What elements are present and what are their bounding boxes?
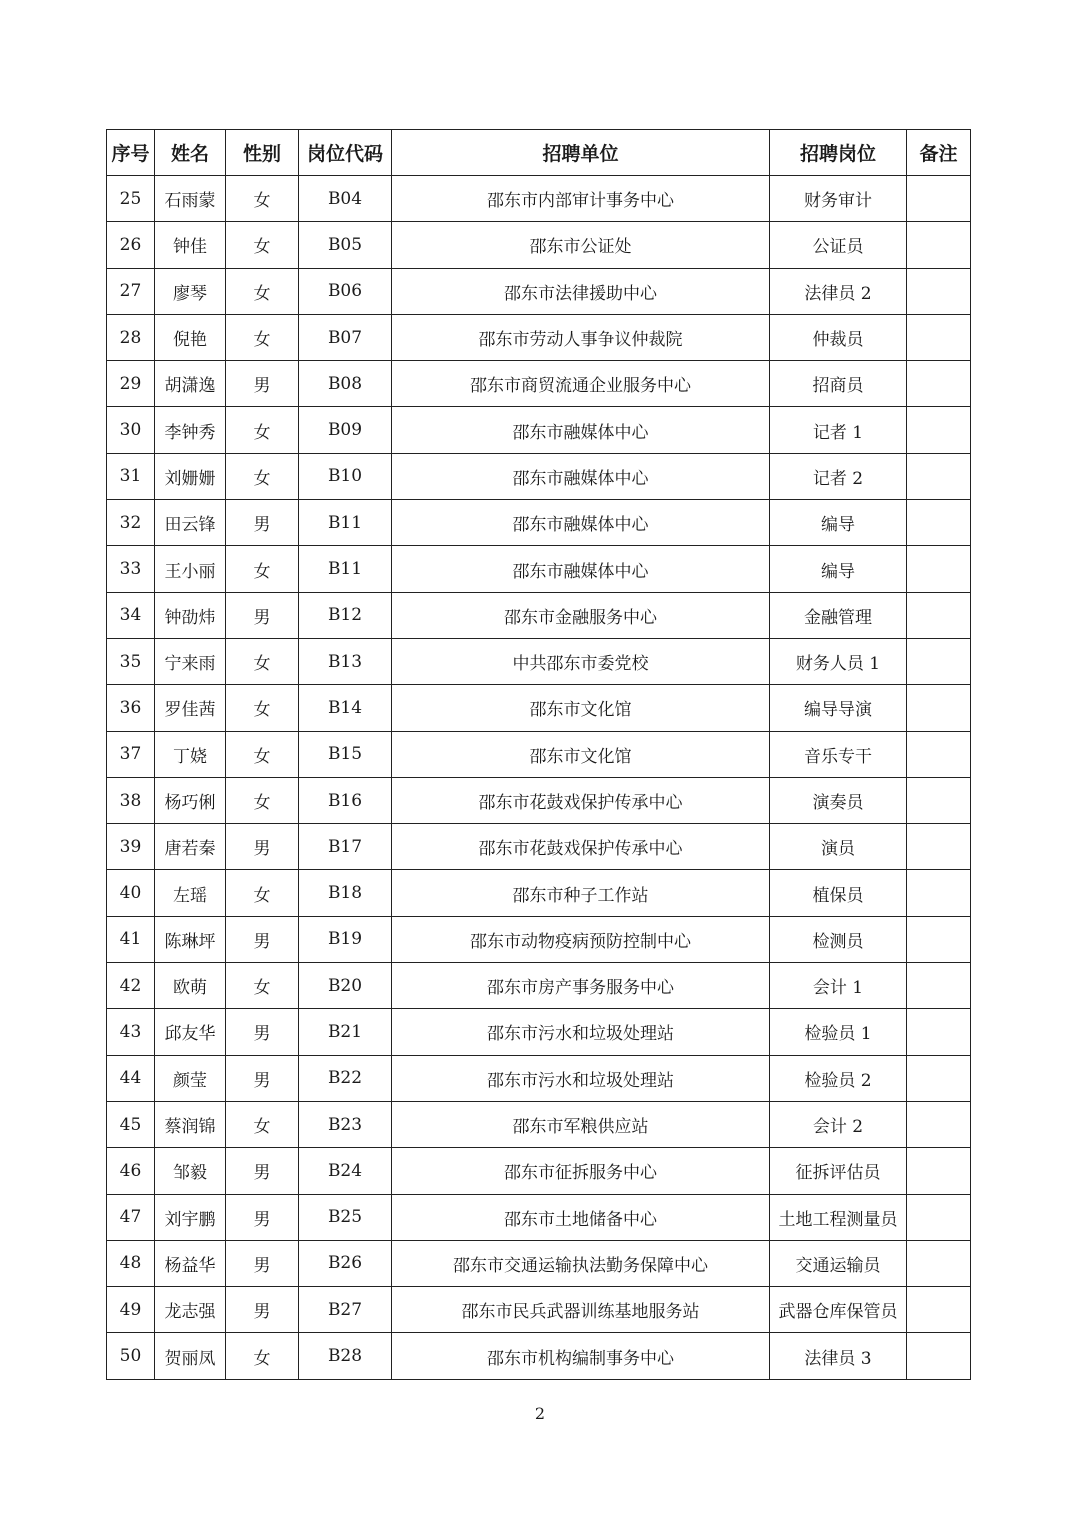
header-name: 姓名 [155,130,226,176]
cell-gender: 女 [226,222,299,268]
cell-gender: 女 [226,638,299,684]
cell-gender: 男 [226,1009,299,1055]
cell-remarks [907,407,971,453]
table-row [107,1055,971,1101]
cell-position: 音乐专干 [770,731,907,777]
cell-position: 检验员 2 [770,1055,907,1101]
cell-employer: 邵东市融媒体中心 [392,546,770,592]
cell-position: 招商员 [770,361,907,407]
cell-position: 金融管理 [770,592,907,638]
cell-name: 邱友华 [155,1009,226,1055]
cell-employer: 邵东市融媒体中心 [392,453,770,499]
cell-name: 钟佳 [155,222,226,268]
cell-position: 财务人员 1 [770,638,907,684]
cell-employer: 邵东市机构编制事务中心 [392,1333,770,1379]
cell-employer: 邵东市融媒体中心 [392,407,770,453]
table-row [107,1287,971,1333]
cell-remarks [907,1287,971,1333]
cell-employer: 邵东市民兵武器训练基地服务站 [392,1287,770,1333]
cell-position-code: B14 [299,685,392,731]
cell-employer: 邵东市军粮供应站 [392,1101,770,1147]
cell-gender: 女 [226,731,299,777]
cell-name: 刘宇鹏 [155,1194,226,1240]
cell-gender: 女 [226,1101,299,1147]
cell-gender: 女 [226,870,299,916]
cell-index: 48 [107,1240,155,1286]
cell-name: 钟劭炜 [155,592,226,638]
cell-remarks [907,685,971,731]
cell-index: 41 [107,916,155,962]
cell-remarks [907,870,971,916]
cell-remarks [907,314,971,360]
cell-gender: 男 [226,1055,299,1101]
cell-position-code: B17 [299,824,392,870]
cell-position: 征拆评估员 [770,1148,907,1194]
cell-remarks [907,731,971,777]
cell-gender: 男 [226,916,299,962]
cell-position-code: B15 [299,731,392,777]
table-row [107,222,971,268]
table-row [107,824,971,870]
cell-position: 编导 [770,546,907,592]
table-row [107,1240,971,1286]
cell-position-code: B11 [299,546,392,592]
cell-position-code: B24 [299,1148,392,1194]
cell-position: 检验员 1 [770,1009,907,1055]
cell-position-code: B19 [299,916,392,962]
cell-employer: 邵东市金融服务中心 [392,592,770,638]
cell-index: 33 [107,546,155,592]
cell-gender: 女 [226,176,299,222]
cell-index: 49 [107,1287,155,1333]
header-position: 招聘岗位 [770,130,907,176]
cell-position-code: B25 [299,1194,392,1240]
cell-position-code: B20 [299,963,392,1009]
cell-remarks [907,1333,971,1379]
cell-name: 王小丽 [155,546,226,592]
cell-index: 26 [107,222,155,268]
table-row [107,685,971,731]
cell-name: 田云锋 [155,500,226,546]
cell-position: 演奏员 [770,777,907,823]
cell-name: 颜莹 [155,1055,226,1101]
cell-gender: 女 [226,314,299,360]
cell-employer: 邵东市房产事务服务中心 [392,963,770,1009]
cell-position: 编导导演 [770,685,907,731]
cell-index: 37 [107,731,155,777]
cell-index: 42 [107,963,155,1009]
cell-index: 32 [107,500,155,546]
cell-position: 检测员 [770,916,907,962]
cell-name: 贺丽凤 [155,1333,226,1379]
cell-employer: 邵东市交通运输执法勤务保障中心 [392,1240,770,1286]
header-remarks: 备注 [907,130,971,176]
cell-position-code: B04 [299,176,392,222]
cell-remarks [907,1194,971,1240]
cell-remarks [907,546,971,592]
cell-name: 刘姗姗 [155,453,226,499]
table-row [107,1194,971,1240]
table-body [107,176,971,1380]
cell-index: 36 [107,685,155,731]
cell-employer: 邵东市种子工作站 [392,870,770,916]
cell-gender: 男 [226,361,299,407]
cell-gender: 女 [226,1333,299,1379]
cell-remarks [907,592,971,638]
cell-name: 李钟秀 [155,407,226,453]
cell-name: 罗佳茜 [155,685,226,731]
table-row [107,870,971,916]
cell-employer: 邵东市污水和垃圾处理站 [392,1009,770,1055]
cell-gender: 女 [226,546,299,592]
cell-employer: 邵东市文化馆 [392,731,770,777]
cell-remarks [907,1240,971,1286]
cell-gender: 男 [226,1148,299,1194]
cell-position-code: B09 [299,407,392,453]
cell-name: 杨益华 [155,1240,226,1286]
cell-position: 会计 1 [770,963,907,1009]
cell-employer: 邵东市法律援助中心 [392,268,770,314]
cell-employer: 邵东市融媒体中心 [392,500,770,546]
table-row [107,1333,971,1379]
cell-index: 28 [107,314,155,360]
cell-remarks [907,1009,971,1055]
cell-gender: 女 [226,777,299,823]
table-row [107,777,971,823]
cell-employer: 邵东市花鼓戏保护传承中心 [392,824,770,870]
cell-index: 35 [107,638,155,684]
cell-gender: 女 [226,963,299,1009]
table-row [107,500,971,546]
cell-index: 50 [107,1333,155,1379]
cell-position-code: B16 [299,777,392,823]
cell-name: 倪艳 [155,314,226,360]
cell-position-code: B10 [299,453,392,499]
cell-name: 邹毅 [155,1148,226,1194]
cell-gender: 男 [226,500,299,546]
cell-position-code: B26 [299,1240,392,1286]
cell-gender: 男 [226,824,299,870]
cell-position-code: B12 [299,592,392,638]
cell-position: 交通运输员 [770,1240,907,1286]
cell-remarks [907,777,971,823]
table-row [107,1009,971,1055]
cell-position: 编导 [770,500,907,546]
table-row [107,453,971,499]
cell-index: 47 [107,1194,155,1240]
cell-index: 30 [107,407,155,453]
cell-index: 46 [107,1148,155,1194]
table-row [107,916,971,962]
cell-employer: 邵东市内部审计事务中心 [392,176,770,222]
cell-name: 蔡润锦 [155,1101,226,1147]
cell-remarks [907,916,971,962]
cell-index: 27 [107,268,155,314]
cell-employer: 邵东市土地储备中心 [392,1194,770,1240]
cell-index: 44 [107,1055,155,1101]
table-row [107,963,971,1009]
table-row [107,1101,971,1147]
cell-position-code: B11 [299,500,392,546]
cell-gender: 男 [226,1240,299,1286]
table-row [107,361,971,407]
cell-position-code: B27 [299,1287,392,1333]
cell-index: 40 [107,870,155,916]
table-row [107,546,971,592]
cell-position-code: B06 [299,268,392,314]
table-row [107,314,971,360]
cell-position-code: B23 [299,1101,392,1147]
cell-remarks [907,824,971,870]
header-index: 序号 [107,130,155,176]
header-employer: 招聘单位 [392,130,770,176]
cell-index: 38 [107,777,155,823]
cell-employer: 邵东市污水和垃圾处理站 [392,1055,770,1101]
cell-remarks [907,638,971,684]
cell-name: 龙志强 [155,1287,226,1333]
cell-remarks [907,1148,971,1194]
cell-employer: 邵东市商贸流通企业服务中心 [392,361,770,407]
cell-position-code: B18 [299,870,392,916]
cell-remarks [907,1055,971,1101]
cell-gender: 男 [226,592,299,638]
cell-gender: 男 [226,1194,299,1240]
cell-name: 胡潇逸 [155,361,226,407]
cell-remarks [907,963,971,1009]
page-number: 2 [534,1404,546,1423]
table-header-row [107,130,971,176]
cell-position: 土地工程测量员 [770,1194,907,1240]
cell-position: 公证员 [770,222,907,268]
cell-position-code: B13 [299,638,392,684]
cell-index: 45 [107,1101,155,1147]
table-row [107,176,971,222]
cell-index: 39 [107,824,155,870]
cell-remarks [907,1101,971,1147]
cell-gender: 女 [226,407,299,453]
cell-employer: 邵东市文化馆 [392,685,770,731]
cell-name: 陈琳坪 [155,916,226,962]
cell-position-code: B07 [299,314,392,360]
cell-position: 记者 2 [770,453,907,499]
table-row [107,731,971,777]
cell-index: 25 [107,176,155,222]
cell-position: 仲裁员 [770,314,907,360]
cell-position: 演员 [770,824,907,870]
cell-position: 植保员 [770,870,907,916]
table-row [107,638,971,684]
cell-name: 廖琴 [155,268,226,314]
table-row [107,592,971,638]
cell-employer: 邵东市花鼓戏保护传承中心 [392,777,770,823]
cell-name: 石雨蒙 [155,176,226,222]
cell-index: 34 [107,592,155,638]
table-row [107,407,971,453]
cell-position: 法律员 3 [770,1333,907,1379]
cell-remarks [907,453,971,499]
cell-employer: 邵东市动物疫病预防控制中心 [392,916,770,962]
cell-position-code: B28 [299,1333,392,1379]
cell-employer: 中共邵东市委党校 [392,638,770,684]
cell-position: 会计 2 [770,1101,907,1147]
header-position-code: 岗位代码 [299,130,392,176]
cell-gender: 女 [226,453,299,499]
cell-position-code: B08 [299,361,392,407]
cell-remarks [907,268,971,314]
table-row [107,268,971,314]
cell-name: 左瑶 [155,870,226,916]
cell-position: 武器仓库保管员 [770,1287,907,1333]
cell-remarks [907,176,971,222]
cell-remarks [907,500,971,546]
cell-name: 杨巧俐 [155,777,226,823]
cell-gender: 女 [226,268,299,314]
recruitment-table [106,129,971,1380]
cell-name: 丁娆 [155,731,226,777]
cell-position-code: B22 [299,1055,392,1101]
cell-index: 43 [107,1009,155,1055]
cell-position: 记者 1 [770,407,907,453]
cell-position: 财务审计 [770,176,907,222]
cell-employer: 邵东市公证处 [392,222,770,268]
cell-index: 29 [107,361,155,407]
cell-position: 法律员 2 [770,268,907,314]
cell-gender: 女 [226,685,299,731]
cell-position-code: B21 [299,1009,392,1055]
cell-employer: 邵东市征拆服务中心 [392,1148,770,1194]
cell-remarks [907,361,971,407]
table-row [107,1148,971,1194]
cell-gender: 男 [226,1287,299,1333]
cell-remarks [907,222,971,268]
cell-employer: 邵东市劳动人事争议仲裁院 [392,314,770,360]
cell-name: 宁来雨 [155,638,226,684]
header-gender: 性别 [226,130,299,176]
cell-position-code: B05 [299,222,392,268]
cell-index: 31 [107,453,155,499]
cell-name: 唐若秦 [155,824,226,870]
cell-name: 欧萌 [155,963,226,1009]
